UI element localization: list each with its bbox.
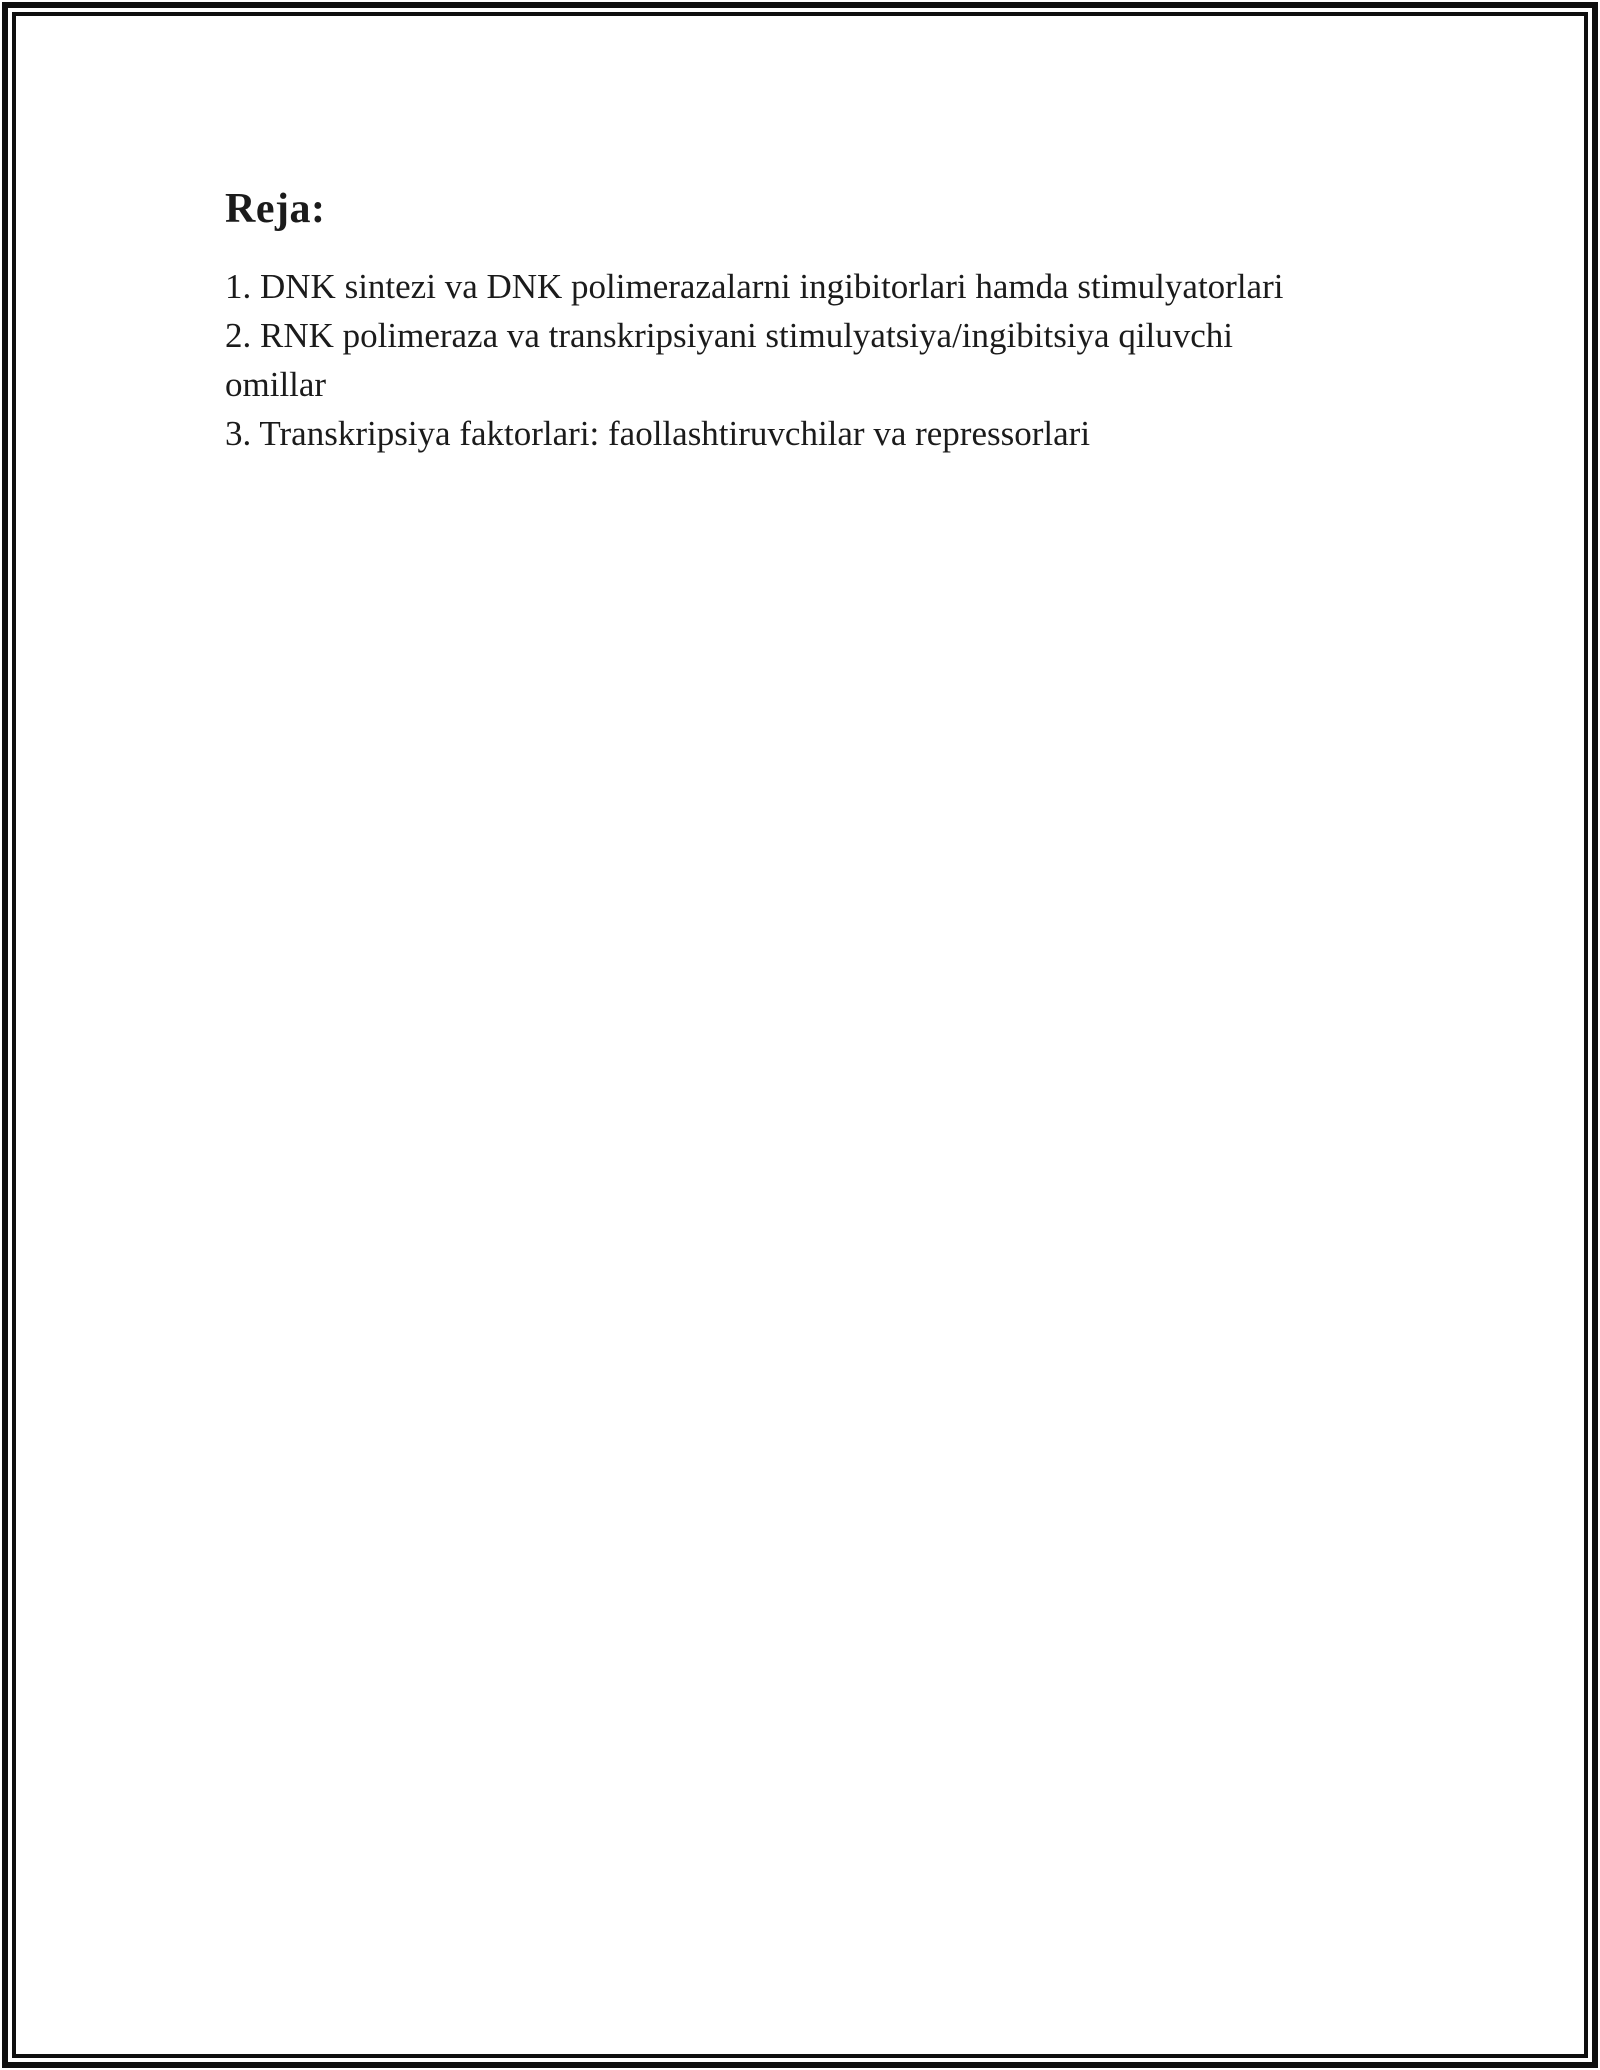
page-title: Reja: xyxy=(225,186,326,232)
plan-line-3: 3. Transkripsiya faktorlari: faollashtiruvchilar va repressorlari xyxy=(225,414,1091,453)
plan-line-2: 2. RNK polimeraza va transkripsiyani stimulyatsiya/ingibitsiya qiluvchi xyxy=(225,316,1234,355)
document-content xyxy=(225,187,1500,458)
plan-list xyxy=(225,262,1500,458)
plan-line-1: 1. DNK sintezi va DNK polimerazalarni ingibitorlari hamda stimulyatorlari xyxy=(225,267,1284,306)
plan-line-2-wrap: omillar xyxy=(225,365,327,404)
